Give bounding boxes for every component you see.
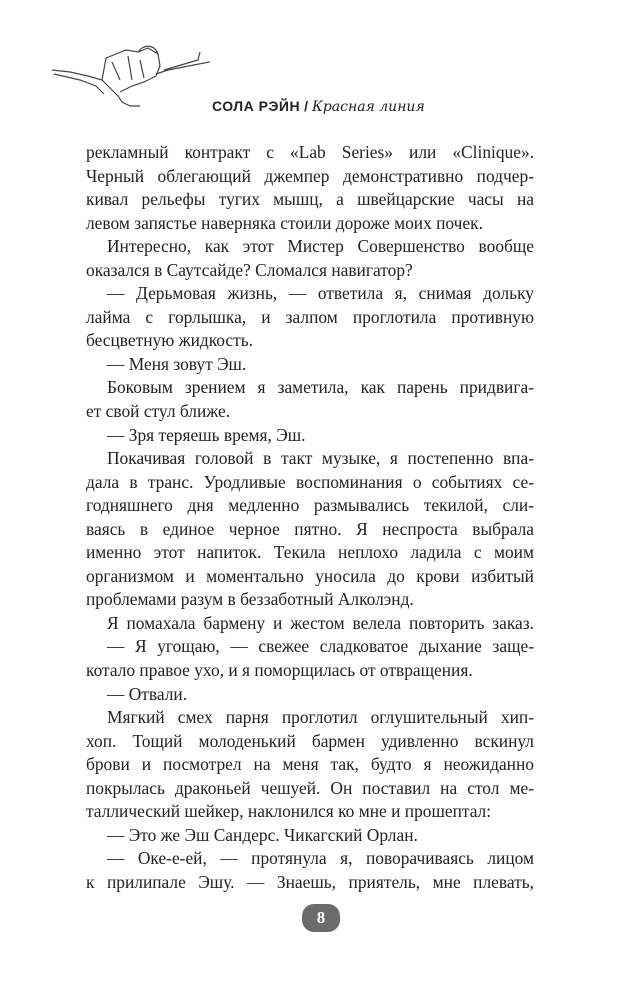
text-line: — Я угощаю, — свежее сладковатое дыхание заще- <box>107 636 534 657</box>
text-line: — Дерьмовая жизнь, — ответила я, снимая дольку <box>107 283 534 304</box>
text-line: — Меня зовут Эш. <box>107 353 247 374</box>
text-line: годняшнего дня медленно размывались текилой, сли- <box>86 495 534 516</box>
text-line: проблемами разум в беззаботный Алколэнд. <box>86 589 414 610</box>
text-line: дала в транс. Уродливые воспоминания о событиях се- <box>86 471 534 492</box>
text-line: Черный облегающий джемпер демонстративно подчер- <box>86 165 534 186</box>
text-line: Мягкий смех парня проглотил оглушительный хип- <box>107 707 534 728</box>
text-line: Я помахала бармену и жестом велела повторить заказ. <box>107 612 534 633</box>
text-line: оказался в Саутсайде? Сломался навигатор? <box>86 259 413 280</box>
text-line: к прилипале Эшу. — Знаешь, приятель, мне плевать, <box>86 871 534 892</box>
text-line: левом запястье наверняка стоили дороже моих почек. <box>86 212 483 233</box>
text-line: таллический шейкер, наклонился ко мне и прошептал: <box>86 801 492 822</box>
page-number-badge: 8 <box>302 904 340 932</box>
text-line: Интересно, как этот Мистер Совершенство вообще <box>107 236 534 257</box>
text-line: рекламный контракт с «Lab Series» или «Clinique». <box>86 142 534 162</box>
text-line: кивал рельефы тугих мышц, а швейцарские часы на <box>86 189 534 210</box>
text-line: покрылась драконьей чешуей. Он поставил на стол ме- <box>86 777 534 798</box>
text-line: — Это же Эш Сандерс. Чикагский Орлан. <box>107 824 418 845</box>
body-text <box>86 141 534 895</box>
text-line: котало правое ухо, и я поморщилась от отвращения. <box>86 660 473 681</box>
text-line: — Зря теряешь время, Эш. <box>107 424 306 445</box>
book-title: Красная линия <box>312 99 425 115</box>
text-line: организмом и моментально уносила до крови избитый <box>86 565 534 586</box>
running-header <box>0 0 619 130</box>
text-line: ваясь в единое черное пятно. Я неспроста выбрала <box>86 518 534 539</box>
text-line: бесцветную жидкость. <box>86 330 254 351</box>
text-line: брови и посмотрел на меня так, будто я неожиданно <box>86 754 534 775</box>
text-line: Боковым зрением я заметила, как парень придвига- <box>107 377 534 398</box>
hockey-player-illustration <box>40 40 210 110</box>
text-line: — Отвали. <box>107 683 188 704</box>
text-line: именно этот напиток. Текила неплохо ладила с моим <box>86 542 534 563</box>
text-line: лайма с горлышка, и залпом проглотила противную <box>86 306 534 327</box>
text-line: хоп. Тощий молоденький бармен удивленно вскинул <box>86 730 534 751</box>
text-line: — Оке-е-ей, — протянула я, поворачиваясь лицом <box>107 848 534 869</box>
text-line: Покачивая головой в такт музыке, я постепенно впа- <box>107 448 534 469</box>
author-name: СОЛА РЭЙН <box>212 98 301 114</box>
title-separator: / <box>304 98 308 114</box>
running-title <box>212 98 425 116</box>
text-line: ет свой стул ближе. <box>86 401 231 422</box>
